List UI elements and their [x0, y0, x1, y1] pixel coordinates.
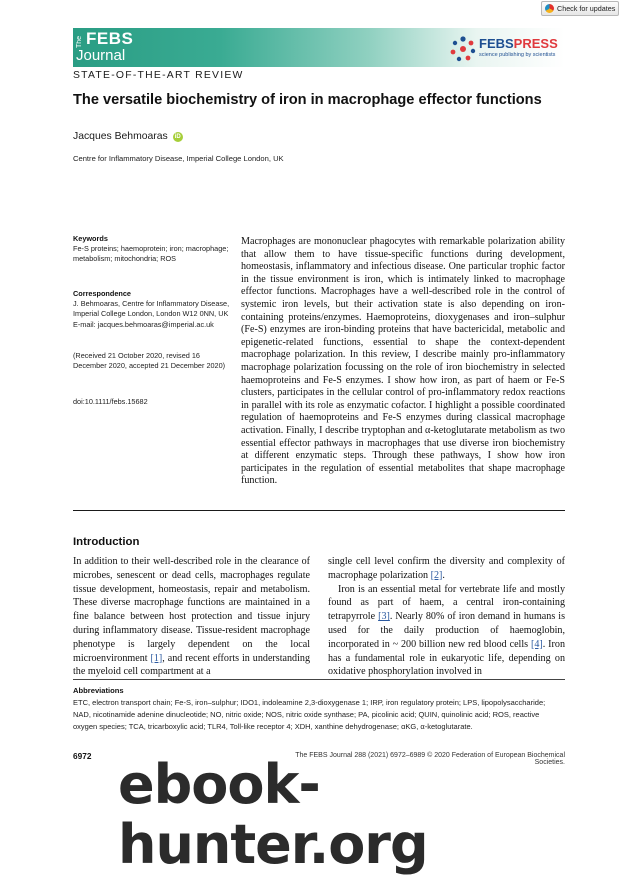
correspondence-heading: Correspondence: [73, 289, 131, 298]
introduction-heading: Introduction: [73, 536, 140, 548]
abstract: Macrophages are mononuclear phagocytes with remarkable polarization ability that allow them to have tissue-specific functions during development, homeostasis, inflammatory and infectious disease. One particular trophic factor in the tissue environment is iron, which is intimately linked to macrophage effector functions. Macrophages have a well-described role in the control of systemic iron levels, but their activation state is also depending on iron-containing proteins/enzymes. Haemoproteins, dioxygenases and iron–sulphur (Fe-S) enzymes are iron-binding proteins that have bactericidal, metabolic and epigenetic-related functions, essential to shape the context-dependent macrophage polarization. In this review, I describe mainly pro-inflammatory macrophage polarization focussing on the role of iron biochemistry in selected haemoproteins and Fe-S enzymes. I show how iron, as part of haem or Fe-S clusters, participates in the cellular control of pro-inflammatory redox reactions in parallel with its role as enzymatic cofactor. I highlight a possible coordinated regulation of haemoproteins and Fe-S enzymes during classical macrophage activation. Finally, I describe tryptophan and α-ketoglutarate metabolism as two essential effector pathways in macrophages that use diverse iron biochemistry at different enzymatic steps. Through these pathways, I show how iron participates in the regulation of essential metabolites that shape macrophage function.: [241, 236, 565, 487]
citation-link[interactable]: [1]: [150, 652, 163, 664]
orcid-icon[interactable]: iD: [174, 133, 181, 140]
correspondence-block: [73, 299, 233, 330]
doi[interactable]: doi:10.1111/febs.15682: [73, 397, 148, 406]
author-line: [73, 131, 183, 142]
check-for-updates-button[interactable]: [541, 1, 619, 16]
citation-link[interactable]: [4]: [530, 638, 543, 650]
febs-press-tagline: science publishing by scientists: [479, 52, 556, 58]
watermark: ebook-hunter.org: [118, 753, 428, 876]
body-column-left: [73, 555, 310, 679]
abbreviations-text: ETC, electron transport chain; Fe-S, iron–sulphur; IDO1, indoleamine 2,3-dioxygenase 1; IRP, iron regulatory protein; LPS, lipopolysaccharide; NAD, nicotinamide adenine dinucleotide; NO, nitric oxide; NOS, nitric oxide synthase; PA, picolinic acid; QUIN, quinolinic acid; ROS, reactive oxygen species; TCA, tricarboxylic acid; TLR4, Toll-like receptor 4; XDH, xanthine dehydrogenase; αKG, α-ketoglutarate.: [73, 698, 546, 731]
keywords-heading: Keywords: [73, 234, 108, 243]
febs-press-logo-icon: [449, 35, 477, 63]
citation-link[interactable]: [2]: [430, 569, 443, 581]
febs-press-febs: FEBS: [479, 36, 514, 51]
article-type: STATE-OF-THE-ART REVIEW: [73, 70, 244, 81]
febs-press-wordmark: [479, 37, 558, 51]
keywords-text: Fe-S proteins; haemoprotein; iron; macrophage; metabolism; mitochondria; ROS: [73, 244, 229, 264]
correspondence-address: J. Behmoaras, Centre for Inflammatory Disease, Imperial College London, London W12 0NN, UK: [73, 299, 230, 319]
journal-footer: The FEBS Journal 288 (2021) 6972–6989 © 2020 Federation of European Biochemical Societies.: [295, 752, 565, 766]
received-dates: (Received 21 October 2020, revised 16 December 2020, accepted 21 December 2020): [73, 351, 226, 371]
journal-logo-journal: Journal: [76, 47, 126, 64]
abstract-divider: [73, 510, 565, 511]
affiliation: Centre for Inflammatory Disease, Imperial College London, UK: [73, 154, 284, 163]
abbreviations-heading: Abbreviations: [73, 686, 124, 695]
intro-text: .: [442, 569, 445, 581]
intro-text: In addition to their well-described role in the clearance of microbes, senescent or dead cells, macrophages regulate tissue development, homeostasis, repair and metabolism. These diverse macrophage functions are maintained in a fine balance between host protection and tissue injury during inflammatory disease. Tissue-resident macrophage phenotype is largely dependent on the local microenvironment: [73, 556, 310, 664]
author-name[interactable]: Jacques Behmoaras: [73, 131, 168, 142]
abbreviations-divider: [73, 679, 565, 680]
body-column-right: [328, 555, 565, 679]
journal-logo-the: The: [76, 35, 83, 48]
intro-text: . Iron has a fundamental role in eukaryotic life, depending on oxidative phosphorylation involved in: [328, 638, 565, 678]
check-for-updates-label: Check for updates: [557, 4, 616, 13]
citation-link[interactable]: [3]: [378, 611, 390, 623]
intro-text: Iron is an essential metal for vertebrate life and mostly found as part of haem, a central iron-containing tetrapyrrole: [328, 583, 565, 623]
intro-text: single cell level confirm the diversity and complexity of macrophage polarization: [328, 556, 565, 581]
intro-text: , and recent efforts in understanding the myeloid cell compartment at a: [73, 652, 310, 678]
intro-text: . Nearly 80% of iron demand in humans is used for the daily production of haemoglobin, incorporated in ~ 200 billion new red blood cells: [328, 611, 566, 650]
page-number: 6972: [73, 751, 92, 761]
crossmark-icon: [545, 4, 554, 13]
correspondence-email[interactable]: E-mail: jacques.behmoaras@imperial.ac.uk: [73, 319, 214, 329]
article-title: The versatile biochemistry of iron in macrophage effector functions: [73, 92, 542, 108]
febs-press-press: PRESS: [513, 36, 558, 51]
journal-logo-febs: FEBS: [86, 29, 134, 48]
